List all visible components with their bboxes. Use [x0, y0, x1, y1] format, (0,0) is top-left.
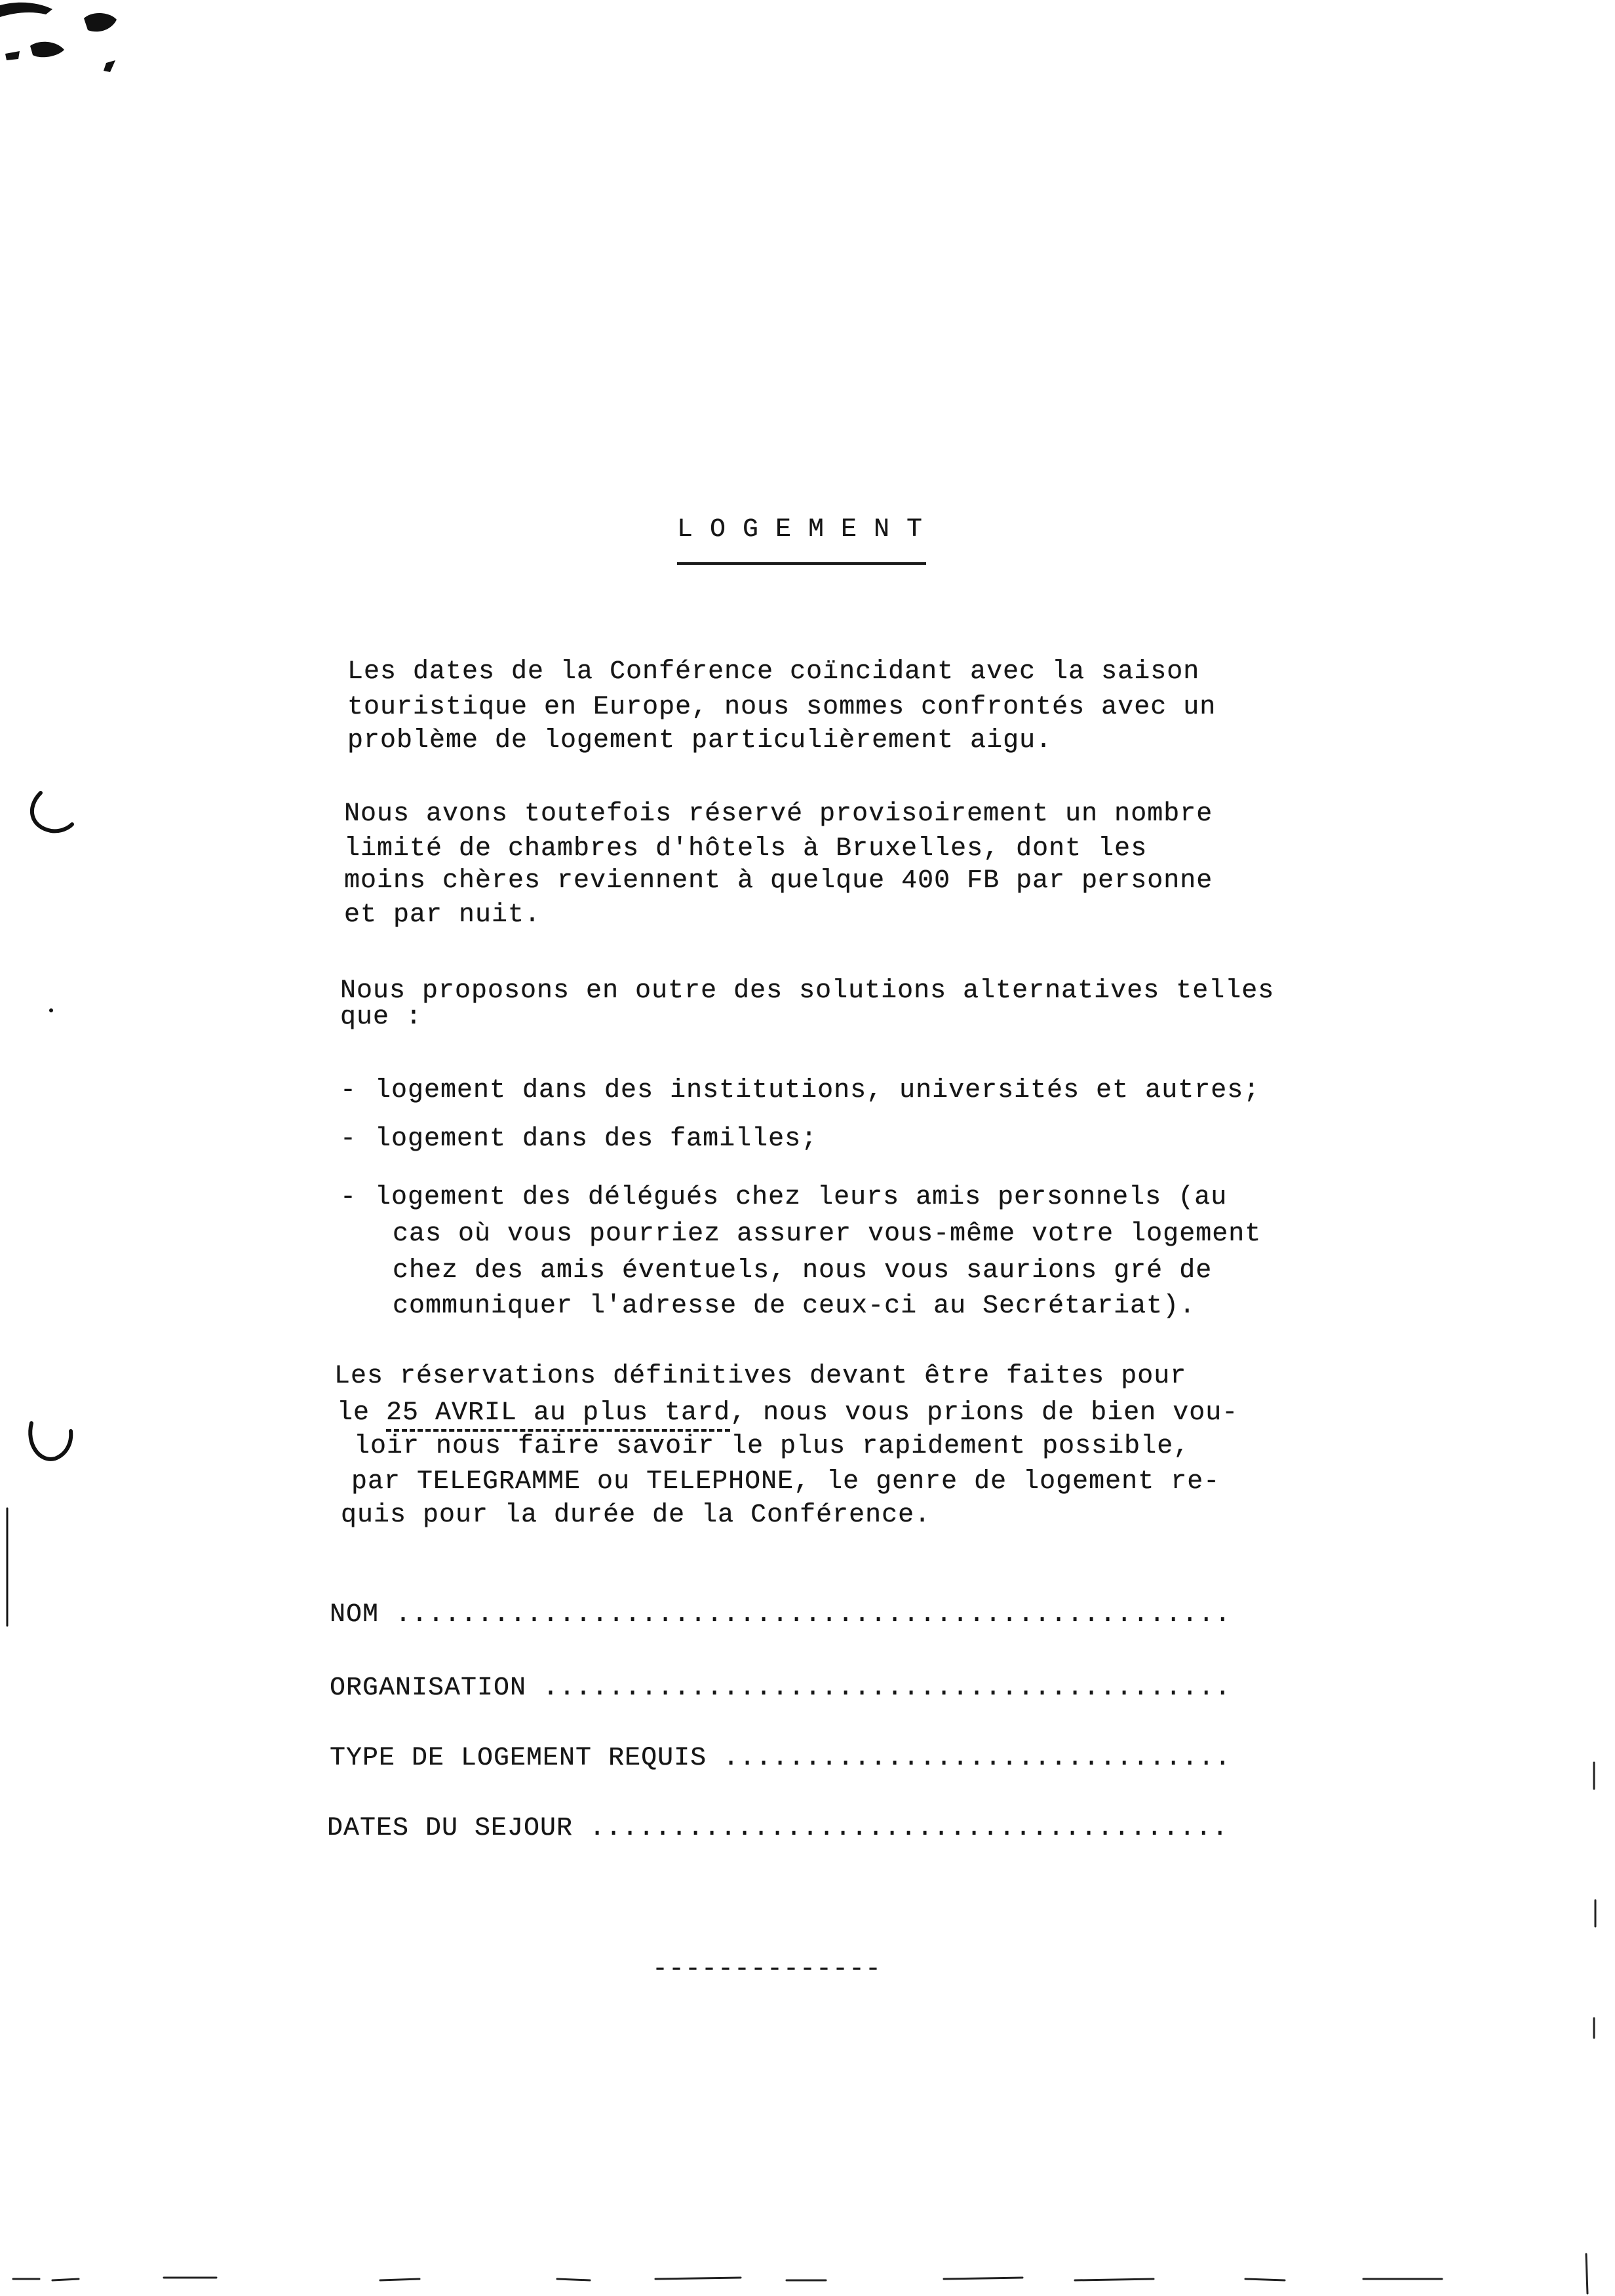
ink-blot-top-left: [0, 3, 52, 17]
paragraph-line: touristique en Europe, nous sommes confrontés avec un: [347, 693, 1216, 722]
paragraph-line: moins chères reviennent à quelque 400 FB par personne: [344, 866, 1213, 896]
paragraph-line: et par nuit.: [344, 900, 541, 930]
list-item-line: communiquer l'adresse de ceux-ci au Secrétariat).: [393, 1292, 1196, 1321]
form-field-dates-sejour: [327, 1812, 1228, 1846]
list-item-line: logement dans des familles;: [375, 1124, 818, 1154]
field-label: TYPE DE LOGEMENT REQUIS: [330, 1744, 707, 1773]
punch-hole-mark: [30, 1423, 71, 1459]
paragraph-line: problème de logement particulièrement aigu.: [347, 726, 1053, 756]
title-underline: [677, 562, 926, 565]
paragraph-line: par TELEGRAMME ou TELEPHONE, le genre de logement re-: [351, 1467, 1220, 1497]
field-label: NOM: [330, 1600, 379, 1630]
deadline-prefix: le: [337, 1398, 387, 1428]
paragraph-line: Nous proposons en outre des solutions alternatives telles: [340, 976, 1275, 1006]
scan-noise: [557, 2279, 590, 2280]
paragraph-line: quis pour la durée de la Conférence.: [341, 1501, 931, 1530]
deadline-suffix: , nous vous prions de bien vou-: [730, 1398, 1239, 1428]
field-label: ORGANISATION: [330, 1674, 527, 1703]
scan-noise: [944, 2278, 1022, 2279]
list-item-line: logement dans des institutions, universités et autres;: [375, 1076, 1260, 1105]
ink-blot-top-left: [104, 60, 115, 72]
scan-noise: [380, 2279, 419, 2280]
paragraph-line: [337, 1396, 1238, 1430]
scan-noise: [1245, 2279, 1285, 2280]
scan-noise: [655, 2278, 741, 2279]
paragraph-line: Nous avons toutefois réservé provisoirement un nombre: [344, 799, 1213, 829]
punch-hole-mark: [32, 793, 72, 831]
field-fill-line: ...............................: [723, 1744, 1232, 1773]
form-field-organisation: [330, 1672, 1231, 1706]
scan-noise: [52, 2279, 79, 2280]
paragraph-line: Les dates de la Conférence coïncidant avec la saison: [347, 657, 1200, 687]
list-item-line: chez des amis éventuels, nous vous saurions gré de: [393, 1256, 1213, 1286]
field-fill-line: ..........................................: [543, 1674, 1232, 1703]
bullet-marker: -: [340, 1076, 357, 1105]
ink-blot-top-left: [5, 51, 20, 60]
paragraph-line: que :: [340, 1003, 423, 1032]
scan-noise: [1075, 2279, 1154, 2280]
bullet-marker: -: [340, 1183, 357, 1212]
ink-speck: [49, 1008, 53, 1012]
scan-noise: [1586, 2254, 1587, 2293]
deadline-date: 25 AVRIL au plus tard: [386, 1398, 730, 1432]
list-item-line: cas où vous pourriez assurer vous-même votre logement: [393, 1219, 1262, 1249]
ink-blot-top-left: [30, 42, 64, 58]
end-separator: --------------: [652, 1955, 882, 1984]
form-field-type-logement: [330, 1742, 1231, 1776]
field-fill-line: .......................................: [589, 1814, 1229, 1843]
paragraph-line: Les réservations définitives devant être faites pour: [334, 1362, 1187, 1391]
paragraph-line: loir nous faire savoir le plus rapidement possible,: [354, 1432, 1190, 1461]
paragraph-line: limité de chambres d'hôtels à Bruxelles, dont les: [344, 834, 1148, 864]
field-fill-line: ...................................................: [395, 1600, 1232, 1630]
field-label: DATES DU SEJOUR: [327, 1814, 574, 1843]
bullet-marker: -: [340, 1124, 357, 1154]
ink-blot-top-left: [84, 13, 117, 31]
form-field-nom: [330, 1598, 1231, 1632]
page-title: L O G E M E N T: [677, 515, 924, 545]
list-item-line: logement des délégués chez leurs amis personnels (au: [375, 1183, 1228, 1212]
